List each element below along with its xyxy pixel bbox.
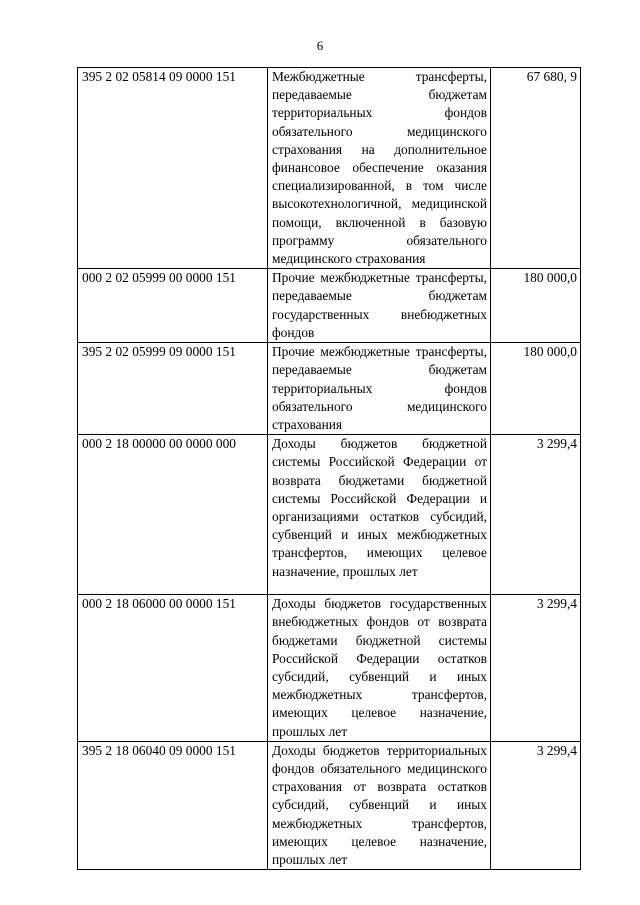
amount: 180 000,0 bbox=[491, 343, 581, 435]
budget-code: 395 2 18 06040 09 0000 151 bbox=[78, 741, 268, 869]
revenue-name: Доходы бюджетов территориальных фондов обязательного медицинского страхования от возврата остатков субсидий, субвенций и иных межбюджетных трансфертов, имеющих целевое назначение, прошлых лет bbox=[268, 741, 491, 869]
table-row bbox=[78, 343, 581, 435]
revenue-name: Доходы бюджетов бюджетной системы Российской Федерации от возврата бюджетами бюджетной системы Российской Федерации и организациями остатков субсидий, субвенций и иных межбюджетных трансфертов, имеющих целевое назначение, прошлых лет bbox=[268, 435, 491, 595]
revenue-name: Межбюджетные трансферты, передаваемые бюджетам территориальных фондов обязательного медицинского страхования на дополнительное финансовое обеспечение оказания специализированной, в том числе высокотехнологичной, медицинской помощи, включенной в базовую программу обязательного медицинского страхования bbox=[268, 68, 491, 269]
budget-code: 000 2 02 05999 00 0000 151 bbox=[78, 269, 268, 343]
table-row bbox=[78, 68, 581, 269]
amount: 67 680, 9 bbox=[491, 68, 581, 269]
budget-code: 000 2 18 00000 00 0000 000 bbox=[78, 435, 268, 595]
revenue-name: Прочие межбюджетные трансферты, передаваемые бюджетам государственных внебюджетных фондов bbox=[268, 269, 491, 343]
revenue-name: Прочие межбюджетные трансферты, передаваемые бюджетам территориальных фондов обязательного медицинского страхования bbox=[268, 343, 491, 435]
amount: 3 299,4 bbox=[491, 595, 581, 742]
page-number: 6 bbox=[316, 38, 324, 53]
revenue-name: Доходы бюджетов государственных внебюджетных фондов от возврата бюджетами бюджетной системы Российской Федерации остатков субсидий, субвенций и иных межбюджетных трансфертов, имеющих целевое назначение, прошлых лет bbox=[268, 595, 491, 742]
amount: 180 000,0 bbox=[491, 269, 581, 343]
table-row bbox=[78, 741, 581, 869]
amount: 3 299,4 bbox=[491, 435, 581, 595]
budget-code: 000 2 18 06000 00 0000 151 bbox=[78, 595, 268, 742]
table-row bbox=[78, 435, 581, 595]
budget-revenue-table bbox=[77, 67, 581, 870]
budget-code: 395 2 02 05999 09 0000 151 bbox=[78, 343, 268, 435]
table-row bbox=[78, 269, 581, 343]
budget-code: 395 2 02 05814 09 0000 151 bbox=[78, 68, 268, 269]
table-row bbox=[78, 595, 581, 742]
amount: 3 299,4 bbox=[491, 741, 581, 869]
